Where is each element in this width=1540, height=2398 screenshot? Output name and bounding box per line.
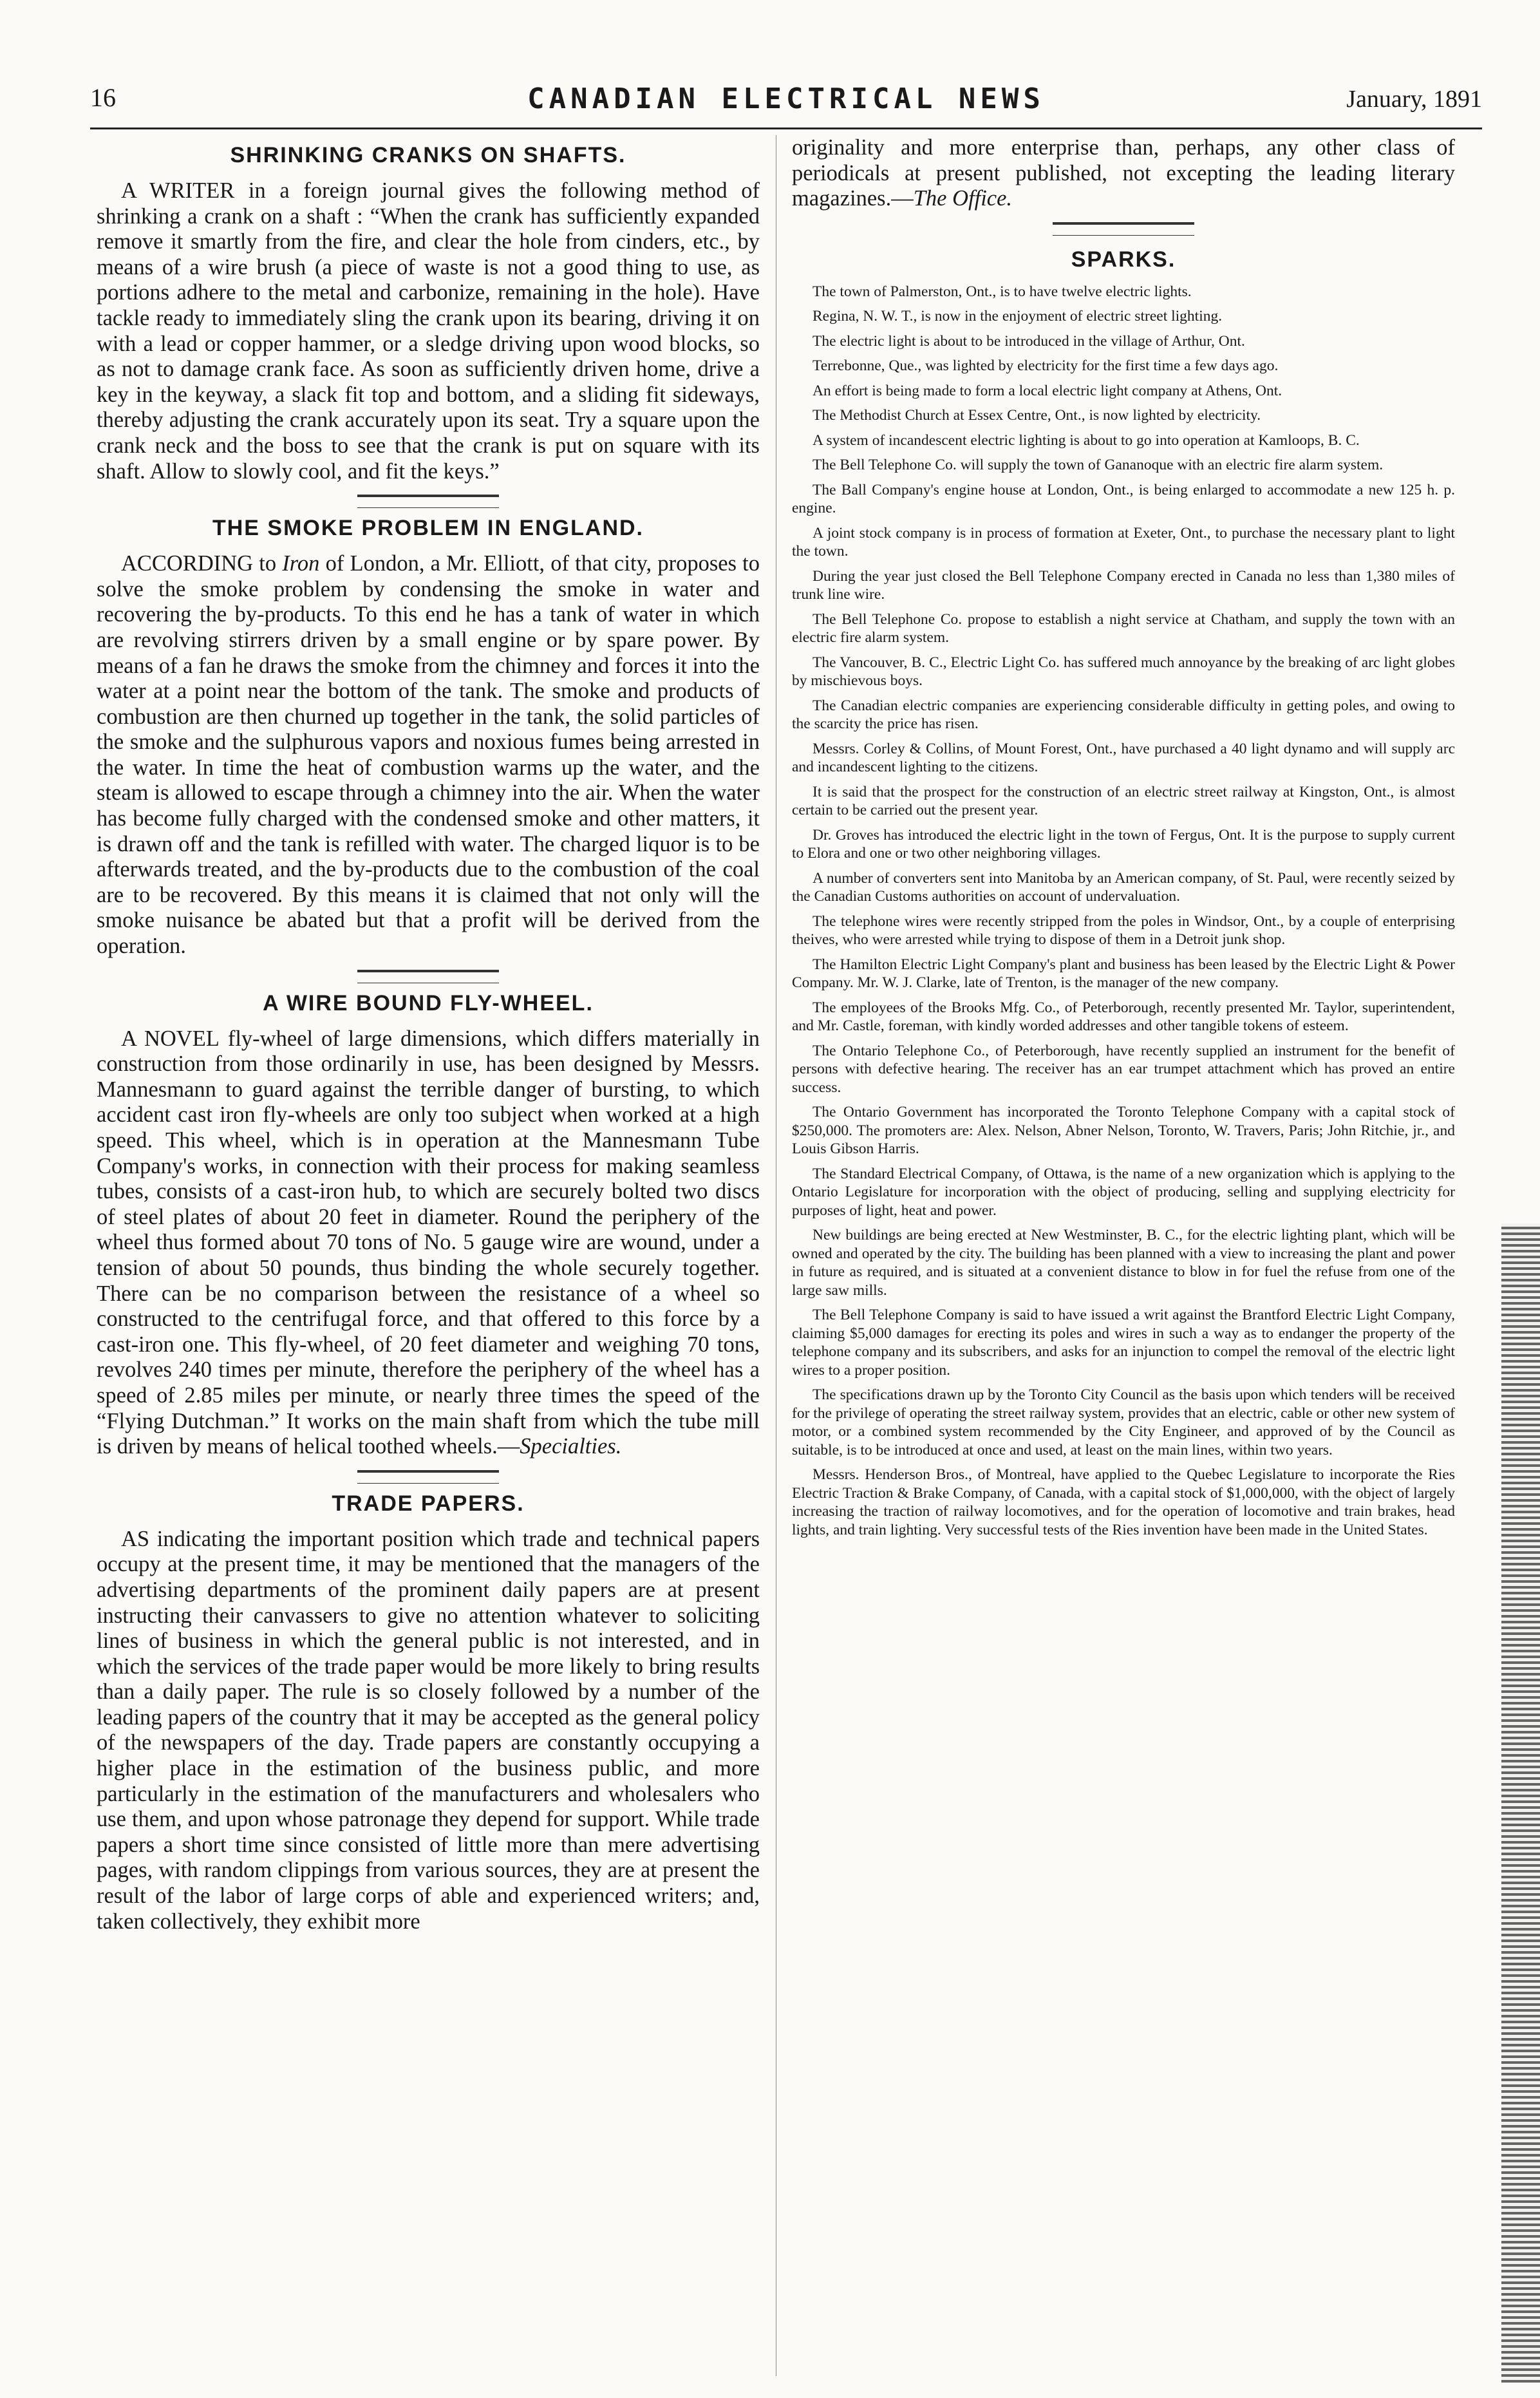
section-divider [357,970,499,983]
spark-item: The electric light is about to be introduced in the village of Arthur, Ont. [812,332,1245,350]
article-shrinking-cranks [97,143,760,484]
masthead-title: CANADIAN ELECTRICAL NEWS [527,82,1045,115]
scanned-page-edge [1501,1223,1540,2383]
spark-item: A joint stock company is in process of formation at Exeter, Ont., to purchase the necessary plant to light the town. [792,524,1455,560]
section-divider [1053,222,1194,236]
spark-item: The Vancouver, B. C., Electric Light Co. has suffered much annoyance by the breaking of arc light globes by mischievous boys. [792,654,1455,690]
page-header [90,82,1482,127]
article-heading: TRADE PAPERS. [332,1491,525,1516]
article-continuation: originality and more enterprise than, perhaps, any other class of periodicals at present published, not excepting the leading literary magazines.—The Office. [792,135,1455,211]
article-body: A WRITER in a foreign journal gives the following method of shrinking a crank on a shaft : “When the crank has sufficiently expanded remove it smartly from the fire, and clear the hole from cinders, etc., by means of a wire brush (a piece of waste is not a good thing to use, as portions adhere to the metal and carbonize, remaining in the hole). Have tackle ready to immediately sling the crank upon its bearing, driving it on with a lead or copper hammer, or a sledge driving upon wood blocks, so as not to damage crank face. As soon as sufficiently driven home, drive a key in the keyway, a slack fit top and bottom, and a sliding fit sideways, thereby adjusting the crank accurately upon its seat. Try a square upon the crank neck and the boss to see that the crank is put on square with its shaft. Allow to slowly cool, and fit the keys.” [97,178,760,484]
spark-item: The town of Palmerston, Ont., is to have twelve electric lights. [812,283,1192,300]
section-divider [357,495,499,508]
article-body: ACCORDING to Iron of London, a Mr. Elliott, of that city, proposes to solve the smoke problem by condensing the smoke in water and recovering the by-products. To this end he has a tank of water in which are revolving stirrers driven by a small engine or by spare power. By means of a fan he draws the smoke from the chimney and forces it into the water at a point near the bottom of the tank. The smoke and products of combustion are then churned up together in the tank, the solid particles of the smoke and the sulphurous vapors and noxious fumes being arrested in the water. In time the heat of combustion warms up the water, and the steam is allowed to escape through a chimney into the air. When the water has become fully charged with the condensed smoke and other matters, it is drawn off and the tank is refilled with water. The charged liquor is to be afterwards treated, and the by-products due to the combustion of the coal are to be recovered. By this means it is claimed that not only will the smoke nuisance be abated but that a profit will be derived from the operation. [97,551,760,959]
spark-item: Terrebonne, Que., was lighted by electricity for the first time a few days ago. [812,357,1279,375]
source-title: The Office. [913,186,1013,211]
right-column [792,135,1455,1545]
spark-item: The Ontario Government has incorporated the Toronto Telephone Company with a capital stock of $250,000. The promoters are: Alex. Nelson, Abner Nelson, Toronto, W. Travers, Paris; John Ritchie, jr., and Louis Gibson Harris. [792,1104,1455,1158]
article-smoke-problem [97,516,760,959]
section-divider [357,1470,499,1484]
spark-item: Messrs. Henderson Bros., of Montreal, have applied to the Quebec Legislature to incorporate the Ries Electric Traction & Brake Company, of Canada, with a capital stock of $1,000,000, with the object of largely increasing the traction of railway locomotives, and for the operation of locomotive and train brakes, head lights, and train lighting. Very successful tests of the Ries invention have been made in the United States. [792,1466,1455,1538]
issue-date: January, 1891 [1346,86,1482,113]
lead-in: ACCORDING [121,551,254,576]
spark-item: Messrs. Corley & Collins, of Mount Forest, Ont., have purchased a 40 light dynamo and will supply arc and incandescent lighting to the citizens. [792,740,1455,776]
spark-item: The Bell Telephone Co. propose to establish a night service at Chatham, and supply the town with an electric fire alarm system. [792,610,1455,647]
spark-item: The Ball Company's engine house at London, Ont., is being enlarged to accommodate a new 125 h. p. engine. [792,481,1455,517]
spark-item: The Ontario Telephone Co., of Peterborough, have recently supplied an instrument for the benefit of persons with defective hearing. The receiver has an ear trumpet attachment which has proved an entire success. [792,1042,1455,1096]
spark-item: A number of converters sent into Manitoba by an American company, of St. Paul, were recently seized by the Canadian Customs authorities on account of undervaluation. [792,869,1455,905]
source-title: Specialties. [520,1434,622,1459]
spark-item: The telephone wires were recently stripped from the poles in Windsor, Ont., by a couple of enterprising theives, who were arrested while trying to dispose of them in a Detroit junk shop. [792,912,1455,949]
spark-item: The Bell Telephone Co. will supply the town of Gananoque with an electric fire alarm system. [812,457,1384,474]
spark-item: Dr. Groves has introduced the electric light in the town of Fergus, Ont. It is the purpose to supply current to Elora and one or two other neighboring villages. [792,826,1455,862]
article-heading: THE SMOKE PROBLEM IN ENGLAND. [212,516,644,541]
spark-item: It is said that the prospect for the construction of an electric street railway at Kingston, Ont., is almost certain to be carried out the present year. [792,783,1455,819]
article-heading: SHRINKING CRANKS ON SHAFTS. [230,143,626,167]
header-rule [90,127,1482,129]
article-heading: A WIRE BOUND FLY-WHEEL. [263,990,594,1015]
article-wire-bound-flywheel [97,991,760,1460]
page-number: 16 [90,83,116,112]
spark-item: An effort is being made to form a local electric light company at Athens, Ont. [812,382,1282,399]
sparks-list [792,283,1455,1540]
article-trade-papers [97,1491,760,1935]
spark-item: The Canadian electric companies are experiencing considerable difficulty in getting poles, and owing to the scarcity the price has risen. [792,697,1455,733]
lead-in: A WRITER [121,178,235,203]
article-body: AS indicating the important position which trade and technical papers occupy at the present time, it may be mentioned that the managers of the advertising departments of the prominent daily papers are at present instructing their canvassers to give no attention whatever to soliciting lines of business in which the general public is not interested, and in which the services of the trade paper would be more likely to bring results than a daily paper. The rule is so closely followed by a number of the leading papers of the country that it may be accepted as the general policy of the newspapers of the day. Trade papers are constantly occupying a higher place in the estimation of the business public, and more particularly in the estimation of the manufacturers and wholesalers who use them, and upon whose patronage they depend for support. While trade papers a short time since consisted of little more than mere advertising pages, with random clippings from various sources, they are at present the result of the labor of large corps of able and experienced writers; and, taken collectively, they exhibit more [97,1526,760,1934]
spark-item: The Standard Electrical Company, of Ottawa, is the name of a new organization which is applying to the Ontario Legislature for incorporation with the object of producing, selling and supplying electricity for purposes of light, heat and power. [792,1165,1455,1219]
left-column [97,135,760,1934]
spark-item: New buildings are being erected at New Westminster, B. C., for the electric lighting plant, which will be owned and operated by the city. The building has been planned with a view to increasing the plant and power in future as required, and is situated at a convenient distance to blow in for fuel the refuse from one of the large saw mills. [792,1227,1455,1299]
spark-item: During the year just closed the Bell Telephone Company erected in Canada no less than 1,380 miles of trunk line wire. [792,567,1455,603]
spark-item: The employees of the Brooks Mfg. Co., of Peterborough, recently presented Mr. Taylor, superintendent, and Mr. Castle, foreman, with kindly worded addresses and other tangible tokens of esteem. [792,999,1455,1035]
section-heading: SPARKS. [1071,247,1176,272]
spark-item: The Methodist Church at Essex Centre, Ont., is now lighted by electricity. [812,407,1261,424]
article-body: A NOVEL fly-wheel of large dimensions, which differs materially in construction from those ordinarily in use, has been designed by Messrs. Mannesmann to guard against the terrible danger of bursting, to which accident cast iron fly-wheels are only too subject when worked at a high speed. This wheel, which is in operation at the Mannesmann Tube Company's works, in connection with their process for making seamless tubes, consists of a cast-iron hub, to which are securely bolted two discs of steel plates of about 20 feet in diameter. Round the periphery of the wheel thus formed about 70 tons of No. 5 gauge wire are wound, under a tension of about 50 pounds, thus binding the whole securely together. There can be no comparison between the resistance of a wheel so constructed to the centrifugal force, and that offered to this force by a cast-iron one. This fly-wheel, of 20 feet diameter and weighing 70 tons, revolves 240 times per minute, therefore the periphery of the wheel has a speed of 2.85 miles per minute, or nearly three times the speed of the “Flying Dutchman.” It works on the main shaft from which the tube mill is driven by means of helical toothed wheels.—Specialties. [97,1026,760,1459]
spark-item: The Bell Telephone Company is said to have issued a writ against the Brantford Electric Light Company, claiming $5,000 damages for erecting its poles and wires in such a way as to endanger the property of the telephone company and its subscribers, and asks for an injunction to compel the removal of the electric light wires to a proper position. [792,1307,1455,1379]
sparks-section [792,247,1455,1540]
spark-item: The specifications drawn up by the Toronto City Council as the basis upon which tenders will be received for the privilege of operating the street railway system, provides that an electric, cable or other new system of motor, or a combined system recommended by the City Engineer, and approved of by the Council as suitable, is to be introduced at once and used, at least on the main lines, within two years. [792,1386,1455,1459]
spark-item: The Hamilton Electric Light Company's plant and business has been leased by the Electric Light & Power Company. Mr. W. J. Clarke, late of Trenton, is the manager of the new company. [792,956,1455,992]
spark-item: A system of incandescent electric lighting is about to go into operation at Kamloops, B. C. [812,431,1360,449]
source-title: Iron [282,551,320,576]
spark-item: Regina, N. W. T., is now in the enjoyment of electric street lighting. [812,308,1223,325]
lead-in: A NOVEL [121,1026,220,1051]
